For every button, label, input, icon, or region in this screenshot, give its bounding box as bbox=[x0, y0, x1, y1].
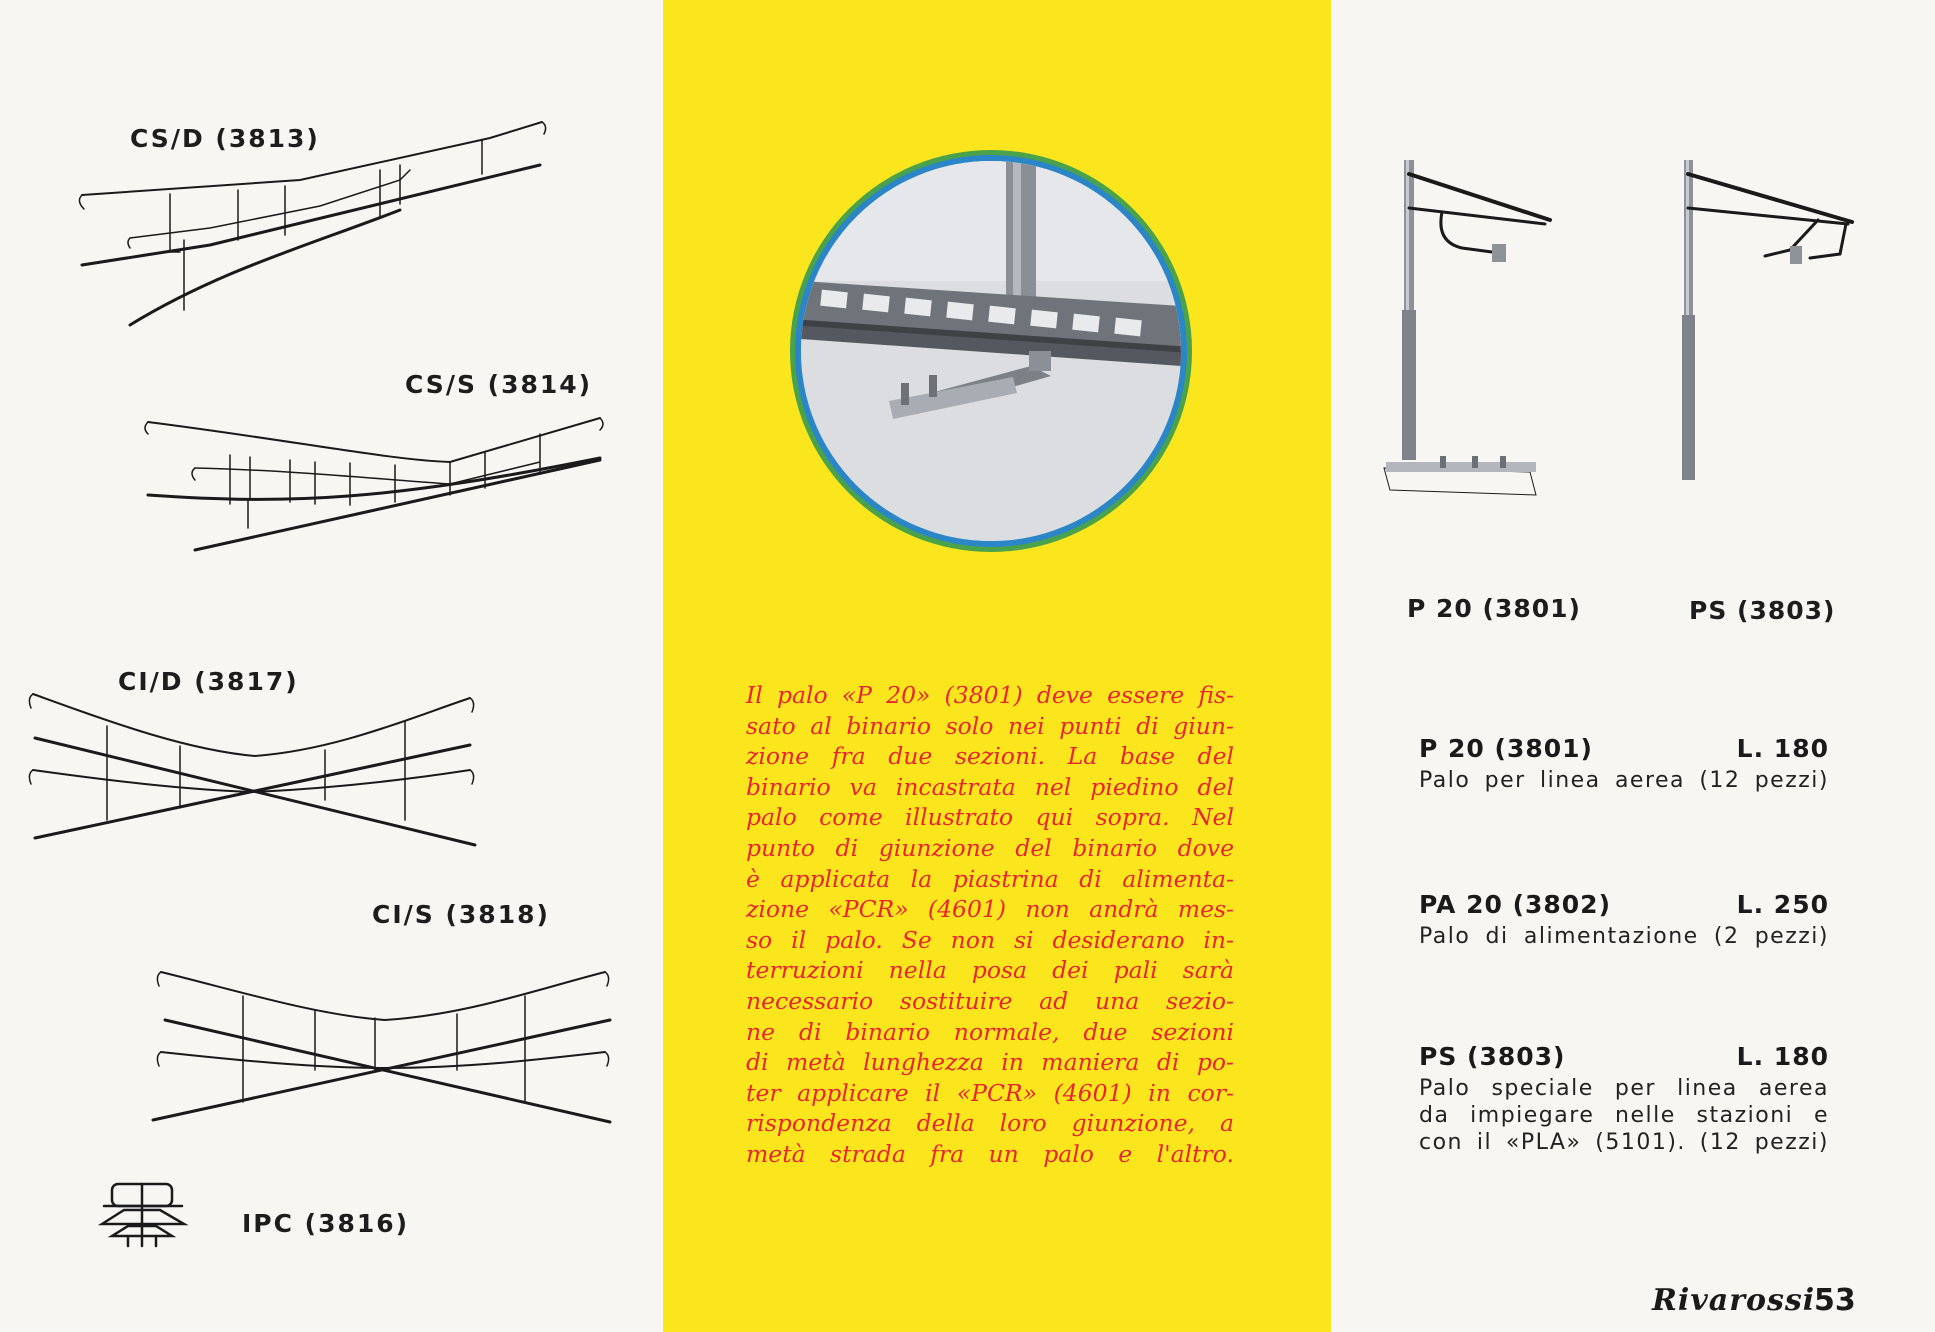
description-line: da impiegare nelle stazioni e bbox=[1419, 1103, 1829, 1128]
instruction-line: metà strada fra un palo e l'altro. bbox=[746, 1139, 1234, 1168]
description-line: Palo di alimentazione (2 pezzi) bbox=[1419, 924, 1829, 949]
instruction-line: terruzioni nella posa dei pali sarà bbox=[746, 956, 1234, 985]
description-line: Palo per linea aerea (12 pezzi) bbox=[1419, 768, 1829, 793]
instruction-line: di metà lunghezza in maniera di po- bbox=[746, 1048, 1234, 1077]
instruction-line: necessario sostituire ad una sezio- bbox=[746, 986, 1234, 1015]
instruction-line: ter applicare il «PCR» (4601) in cor- bbox=[746, 1078, 1234, 1107]
brand-logo: Rivarossi bbox=[1652, 1283, 1816, 1318]
instruction-line: Il palo «P 20» (3801) deve essere fis- bbox=[746, 681, 1234, 709]
instruction-line: ne di binario normale, due sezioni bbox=[746, 1017, 1234, 1046]
instruction-line: rispondenza della loro giunzione, a bbox=[746, 1109, 1234, 1138]
item-description bbox=[1419, 923, 1829, 950]
insulator-icon bbox=[98, 1180, 190, 1250]
instruction-line: zione fra due sezioni. La base del bbox=[746, 742, 1234, 771]
item-price: L. 180 bbox=[1736, 734, 1829, 763]
instruction-line: binario va incastrata nel piedino del bbox=[746, 772, 1234, 801]
instruction-line: zione «PCR» (4601) non andrà mes- bbox=[746, 895, 1234, 924]
pole-mount-photo bbox=[801, 161, 1181, 541]
pole-ps-illustration bbox=[1670, 150, 1860, 490]
instruction-line: palo come illustrato qui sopra. Nel bbox=[746, 803, 1234, 832]
item-code: PS (3803) bbox=[1419, 1042, 1566, 1071]
item-description bbox=[1419, 1075, 1829, 1156]
catenary-switch-right-drawing bbox=[70, 110, 570, 340]
pole-base-on-track-illustration bbox=[801, 161, 1181, 541]
item-code: PA 20 (3802) bbox=[1419, 890, 1612, 919]
description-line: con il «PLA» (5101). (12 pezzi) bbox=[1419, 1130, 1829, 1155]
item-description bbox=[1419, 767, 1829, 794]
catenary-switch-left-drawing bbox=[140, 400, 620, 560]
mounting-instructions bbox=[746, 680, 1234, 1170]
item-label-ipc: IPC (3816) bbox=[242, 1209, 410, 1238]
instruction-line: punto di giunzione del binario dove bbox=[746, 833, 1234, 862]
item-price: L. 180 bbox=[1736, 1042, 1829, 1071]
catenary-crossing-right-drawing bbox=[15, 680, 495, 860]
description-line: Palo speciale per linea aerea bbox=[1419, 1076, 1829, 1101]
instruction-line: so il palo. Se non si desiderano in- bbox=[746, 925, 1234, 954]
item-label-cis: CI/S (3818) bbox=[372, 900, 550, 929]
instruction-line: è applicata la piastrina di alimenta- bbox=[746, 864, 1234, 893]
item-price: L. 250 bbox=[1736, 890, 1829, 919]
price-item-ps bbox=[1419, 1042, 1829, 1156]
pole-label-p20: P 20 (3801) bbox=[1407, 594, 1581, 623]
price-item-p20 bbox=[1419, 734, 1829, 794]
pole-p20-illustration bbox=[1380, 150, 1570, 510]
item-label-cid: CI/D (3817) bbox=[118, 667, 299, 696]
page-number: 53 bbox=[1814, 1283, 1856, 1318]
item-code: P 20 (3801) bbox=[1419, 734, 1593, 763]
price-item-pa20 bbox=[1419, 890, 1829, 950]
catenary-crossing-left-drawing bbox=[145, 960, 625, 1130]
instruction-line: sato al binario solo nei punti di giun- bbox=[746, 711, 1234, 740]
item-label-csd: CS/D (3813) bbox=[130, 124, 320, 153]
item-label-css: CS/S (3814) bbox=[405, 370, 593, 399]
pole-label-ps: PS (3803) bbox=[1689, 596, 1836, 625]
